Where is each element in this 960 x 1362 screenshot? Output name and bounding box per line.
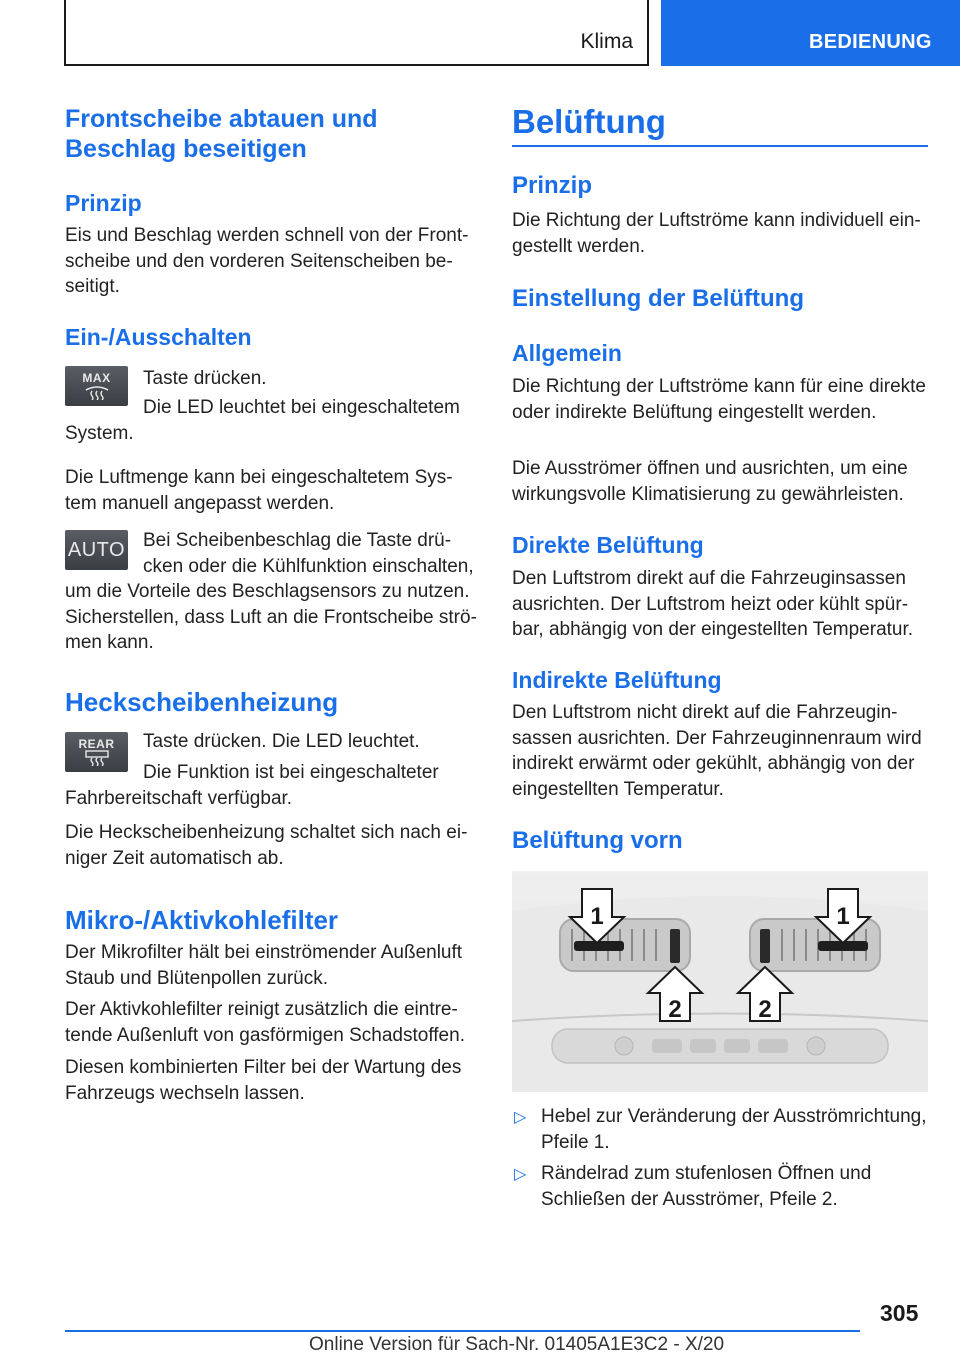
vent-left-lever: [574, 941, 624, 951]
text-direkt: Den Luftstrom direkt auf die Fahrzeuginsassen ausrichten. Der Luftstrom heizt oder kühlt spürbar, abhängig von der eingestellten Temperatur.: [512, 568, 914, 641]
max-label: MAX: [82, 371, 111, 385]
text-allgemein-1: Die Richtung der Luftströme kann für eine direkte oder indirekte Belüftung eingestellt werden.: [512, 376, 926, 423]
control-knob-left: [615, 1037, 633, 1055]
title-underline: [512, 145, 928, 147]
heading-indirekt: Indirekte Belüftung: [512, 667, 722, 693]
text-auto: [65, 528, 477, 656]
bullet-marker-2: ▷: [514, 1166, 527, 1183]
vent-left-wheel: [670, 929, 680, 963]
text-heck: Die Heckscheibenheizung schaltet sich nach einiger Zeit automatisch ab.: [65, 822, 468, 869]
text-max-2: Die LED leuchtet bei eingeschaltetem System.: [65, 397, 460, 444]
text-auto-content: Bei Scheibenbeschlag die Taste drücken oder die Kühlfunktion einschalten, um die Vorteile des Beschlagsensors zu nutzen. Sicherstellen, dass Luft an die Frontscheibe strömen kann.: [65, 530, 477, 654]
header-chapter-tab[interactable]: [661, 0, 960, 66]
heading-einstellung: Einstellung der Belüftung: [512, 285, 804, 312]
text-prinzip-right: Die Richtung der Luftströme kann individuell eingestellt werden.: [512, 210, 921, 257]
footer-rule: [65, 1330, 860, 1332]
text-filter-3: Diesen kombinierten Filter bei der Wartung des Fahrzeugs wechseln lassen.: [65, 1057, 462, 1104]
arrow-1-left-label: 1: [590, 903, 604, 930]
heading-filter: Mikro-/Aktivkohlefilter: [65, 905, 339, 935]
heading-heckscheibe: Heckscheibenheizung: [65, 687, 339, 717]
heading-direkt: Direkte Belüftung: [512, 532, 704, 558]
vent-right-wheel: [760, 929, 770, 963]
text-filter-2: Der Aktivkohlefilter reinigt zusätzlich die eintretende Außenluft von gasförmigen Schadstoffen.: [65, 999, 465, 1046]
heading-ein-aus: Ein-/Ausschalten: [65, 324, 252, 350]
arrow-2-right-label: 2: [758, 996, 772, 1023]
heading-allgemein: Allgemein: [512, 340, 622, 366]
arrow-1-right-label: 1: [836, 903, 850, 930]
text-max-1: Taste drücken.: [143, 368, 267, 389]
section-title-belueftung: Belüftung: [512, 103, 666, 140]
heading-prinzip-left: Prinzip: [65, 190, 142, 216]
text-rear-2: Die Funktion ist bei eingeschalteter Fahrbereitschaft verfügbar.: [65, 762, 439, 809]
header-section-title: Klima: [580, 30, 633, 53]
text-luftmenge: Die Luftmenge kann bei eingeschaltetem System manuell angepasst werden.: [65, 467, 453, 514]
text-rear-1: Taste drücken. Die LED leuchtet.: [143, 731, 420, 752]
auto-label: AUTO: [67, 539, 126, 561]
rear-label: REAR: [78, 737, 115, 751]
heading-prinzip-right: Prinzip: [512, 172, 593, 199]
control-knob-right: [807, 1037, 825, 1055]
bullet-text-1: Hebel zur Veränderung der Ausströmrichtung, Pfeile 1.: [541, 1106, 927, 1153]
footer-version-text: Online Version für Sach-Nr. 01405A1E3C2 - X/20: [309, 1334, 725, 1355]
page-number: 305: [880, 1300, 919, 1326]
text-allgemein-2: Die Ausströmer öffnen und ausrichten, um eine wirkungsvolle Klimatisierung zu gewährleisten.: [512, 458, 908, 505]
auto-icon-spacer: [65, 528, 143, 578]
bullet-marker-1: ▷: [514, 1109, 527, 1126]
section-title-defrost: Frontscheibe abtauen und Beschlag beseitigen: [65, 105, 378, 163]
arrow-2-left-label: 2: [668, 996, 682, 1023]
text-indirekt: Den Luftstrom nicht direkt auf die Fahrzeuginsassen ausrichten. Der Fahrzeuginnenraum wird indirekt erwärmt oder gekühlt, abhängig von der eingestellten Temperatur.: [512, 702, 922, 800]
heading-vorn: Belüftung vorn: [512, 827, 683, 854]
front-vents-illustration: [512, 871, 928, 1092]
header-box: [64, 0, 649, 66]
text-prinzip-left: Eis und Beschlag werden schnell von der Frontscheibe und den vorderen Seitenscheiben beseitigt.: [65, 225, 469, 298]
header-chapter-label: BEDIENUNG: [809, 31, 932, 53]
text-filter-1: Der Mikrofilter hält bei einströmender Außenluft Staub und Blütenpollen zurück.: [65, 942, 463, 989]
bullet-text-2: Rändelrad zum stufenlosen Öffnen und Schließen der Ausströmer, Pfeile 2.: [541, 1163, 872, 1210]
control-strip: [552, 1029, 888, 1063]
vents-svg: [512, 871, 928, 1092]
